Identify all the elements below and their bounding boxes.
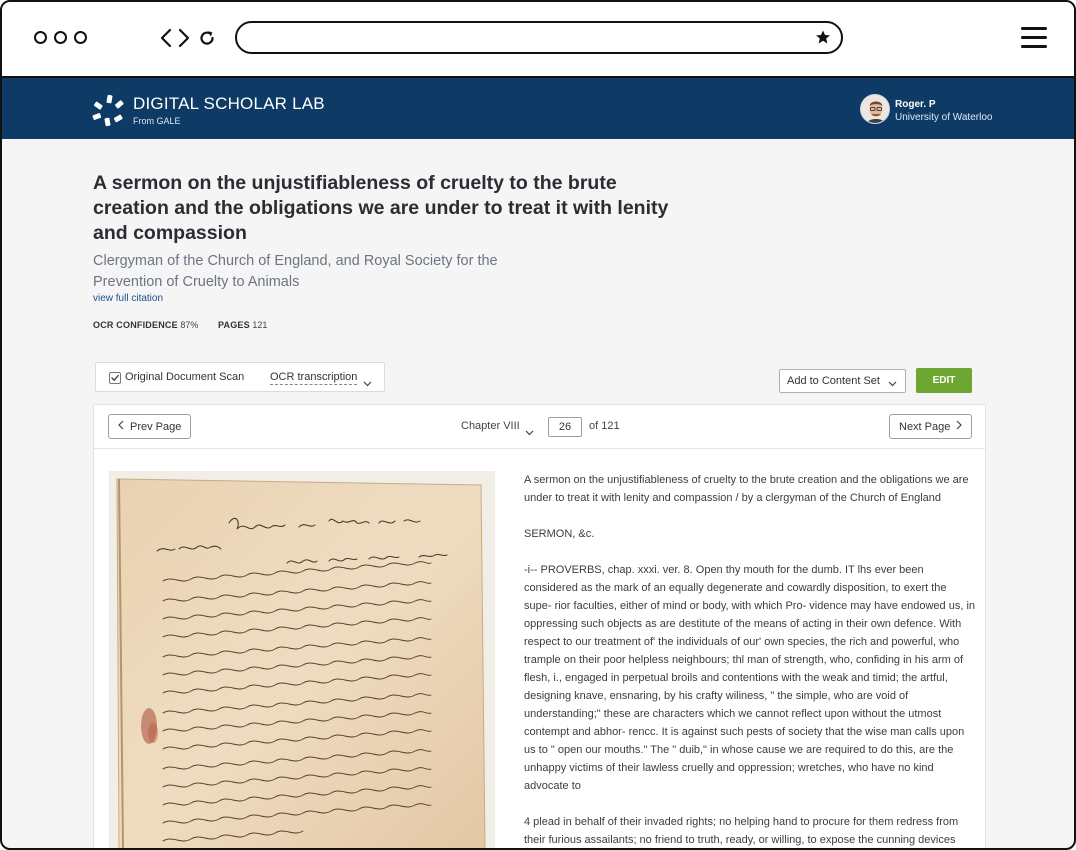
- user-avatar[interactable]: [860, 94, 890, 124]
- ocr-confidence: [93, 320, 198, 330]
- ocr-paragraph: 4 plead in behalf of their invaded rights; no helping hand to procure for them redress from their furious assailants; no friend to truth, ready, or willing, to expose the cunning devices: [524, 816, 959, 846]
- prev-page-button[interactable]: [108, 414, 191, 439]
- prev-page-label: Prev Page: [130, 420, 182, 433]
- add-to-content-set-button[interactable]: [779, 369, 906, 393]
- next-page-label: Next Page: [899, 420, 951, 433]
- chevron-right-icon: [956, 420, 962, 433]
- chevron-down-icon[interactable]: [363, 374, 372, 392]
- window-maximize-dot[interactable]: [74, 31, 87, 44]
- reload-icon[interactable]: [197, 26, 217, 50]
- pages-value: 121: [252, 320, 268, 330]
- original-scan-checkbox[interactable]: [109, 372, 121, 384]
- brand-title[interactable]: DIGITAL SCHOLAR LAB: [133, 94, 325, 113]
- chapter-select[interactable]: Chapter VIII: [461, 420, 520, 432]
- ocr-paragraph: -i-- PROVERBS, chap. xxxi. ver. 8. Open thy mouth for the dumb. IT lhs ever been considered as the mark of an equally degenerate and cowardly disposition, to exert the supe- rior faculties, either of mind or body, with which Pro- vidence may have endowed us, in oppressing such objects as are destitute of the means of acting in their own defence. With respect to our treatment of' the individuals of our' own species, the rich and powerful, who trample on their poor helpless neighbours; thl man of strength, who, confiding in his arm of flesh, i., engaged in perpetual broils and contentions with the weak and timid; the artful, designing knave, ensnaring, by his crafty wiliness, " the simple, who are void of understanding;" these are characters which we cannot reflect upon without the utmost contempt and abhor- rencc. It is against such pests of society that the wise man calls upon us to " open our mouths." The " duib," in whose cause we are required to do this, are the unhappy victims of their lawless cruelly and oppression; wretches, who have no kind advocate to: [524, 564, 976, 792]
- document-viewer: [93, 404, 986, 850]
- ocr-paragraph: SERMON, &c.: [524, 528, 595, 540]
- document-title: A sermon on the unjustifiableness of cruelty to the brute creation and the obligations we are under to treat it with lenity and compassion: [93, 172, 669, 244]
- forward-icon[interactable]: [174, 26, 194, 50]
- document-author: Clergyman of the Church of England, and Royal Society for the Prevention of Cruelty to Animals: [93, 253, 498, 290]
- window-controls: [34, 31, 87, 44]
- view-full-citation-link[interactable]: view full citation: [93, 293, 164, 304]
- browser-menu-icon[interactable]: [1021, 27, 1047, 48]
- ocr-paragraph: A sermon on the unjustifiableness of cruelty to the brute creation and the obligations we are under to treat it with lenity and compassion / by a clergyman of the Church of England: [524, 474, 969, 504]
- page-number-input[interactable]: 26: [548, 417, 582, 437]
- next-page-button[interactable]: [889, 414, 972, 439]
- pager-toolbar: [94, 405, 985, 449]
- pages-label: PAGES: [218, 320, 250, 330]
- user-organization: University of Waterloo: [895, 112, 993, 123]
- bookmark-star-icon[interactable]: [815, 29, 831, 50]
- edit-button[interactable]: EDIT: [916, 368, 972, 393]
- chevron-down-icon[interactable]: [525, 423, 534, 441]
- back-icon[interactable]: [156, 26, 176, 50]
- view-mode-panel: [95, 362, 385, 392]
- ocr-confidence-value: 87%: [180, 320, 199, 330]
- browser-chrome: [2, 2, 1074, 78]
- chevron-left-icon: [118, 420, 124, 433]
- user-name[interactable]: Roger. P: [895, 99, 936, 110]
- original-scan-label[interactable]: Original Document Scan: [125, 371, 245, 383]
- address-bar[interactable]: [235, 21, 843, 54]
- page-count: [218, 320, 267, 330]
- site-header: [2, 78, 1074, 139]
- ocr-transcription-text: [524, 471, 976, 850]
- page-total: of 121: [589, 420, 620, 432]
- original-document-scan[interactable]: [109, 471, 495, 849]
- ocr-confidence-label: OCR CONFIDENCE: [93, 320, 178, 330]
- brand-subtitle: From GALE: [133, 116, 181, 126]
- gale-logo-icon[interactable]: [92, 94, 128, 128]
- chevron-down-icon: [888, 378, 897, 390]
- window-close-dot[interactable]: [34, 31, 47, 44]
- window-minimize-dot[interactable]: [54, 31, 67, 44]
- add-to-content-set-label: Add to Content Set: [787, 375, 880, 387]
- ocr-transcription-toggle[interactable]: OCR transcription: [270, 371, 358, 383]
